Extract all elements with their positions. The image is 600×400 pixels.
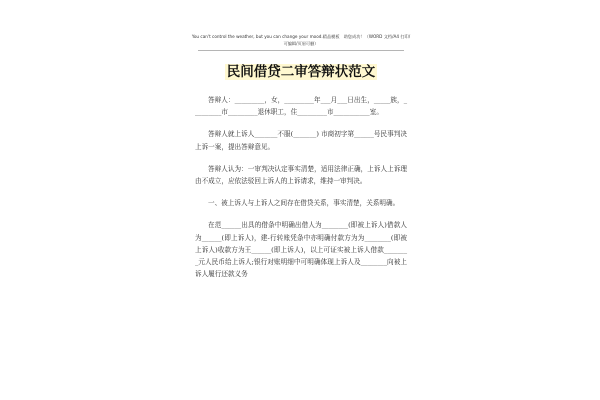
page-header (190, 34, 412, 47)
paragraph-section-one: 一、被上诉人与上诉人之间存在借贷关系，事实清楚，关系明确。 (208, 199, 400, 208)
document-title-text: 民间借贷二审答辩状范文 (226, 64, 376, 80)
document-page (190, 30, 412, 400)
header-divider (198, 50, 404, 51)
paragraph-appeal-intro: 答辩人就上诉人_______不服(_______) 市商初字第______号民事判决上诉一案，提出答辩意见。 (195, 130, 407, 151)
header-line-1: You can't control the weather, but you can change your mood.精品模板 助您成功！（WORD 文档/A4 打印/ (191, 34, 411, 39)
paragraph-loan-details: 在范______出具的借条中明确出借人为________(即被上诉人)借款人为______(即上诉人)，建-行转账凭条中亦明确付款方为为________(即被上诉人)收款方为王______(即上诉人)，以上可证实被上诉人借款________元人民币给上诉人;银行对账明细中可明确体现上诉人及________向被上诉人履行还款义务 (195, 221, 407, 279)
paragraph-respondent-opinion: 答辩人认为：一审判决认定事实清楚，适用法律正确，上诉人上诉理由不成立，应依法驳回上诉人的上诉请求，维持一审判决。 (195, 164, 407, 186)
paragraph-respondent-info: 答辩人：_________，女，_________年___月___日出生，_____族，_________市_________退休职工，住_________市___________室。 (195, 96, 407, 117)
document-body (195, 94, 407, 290)
header-line-2: 可编辑/页眉可删） (283, 40, 319, 46)
document-title (190, 64, 412, 81)
